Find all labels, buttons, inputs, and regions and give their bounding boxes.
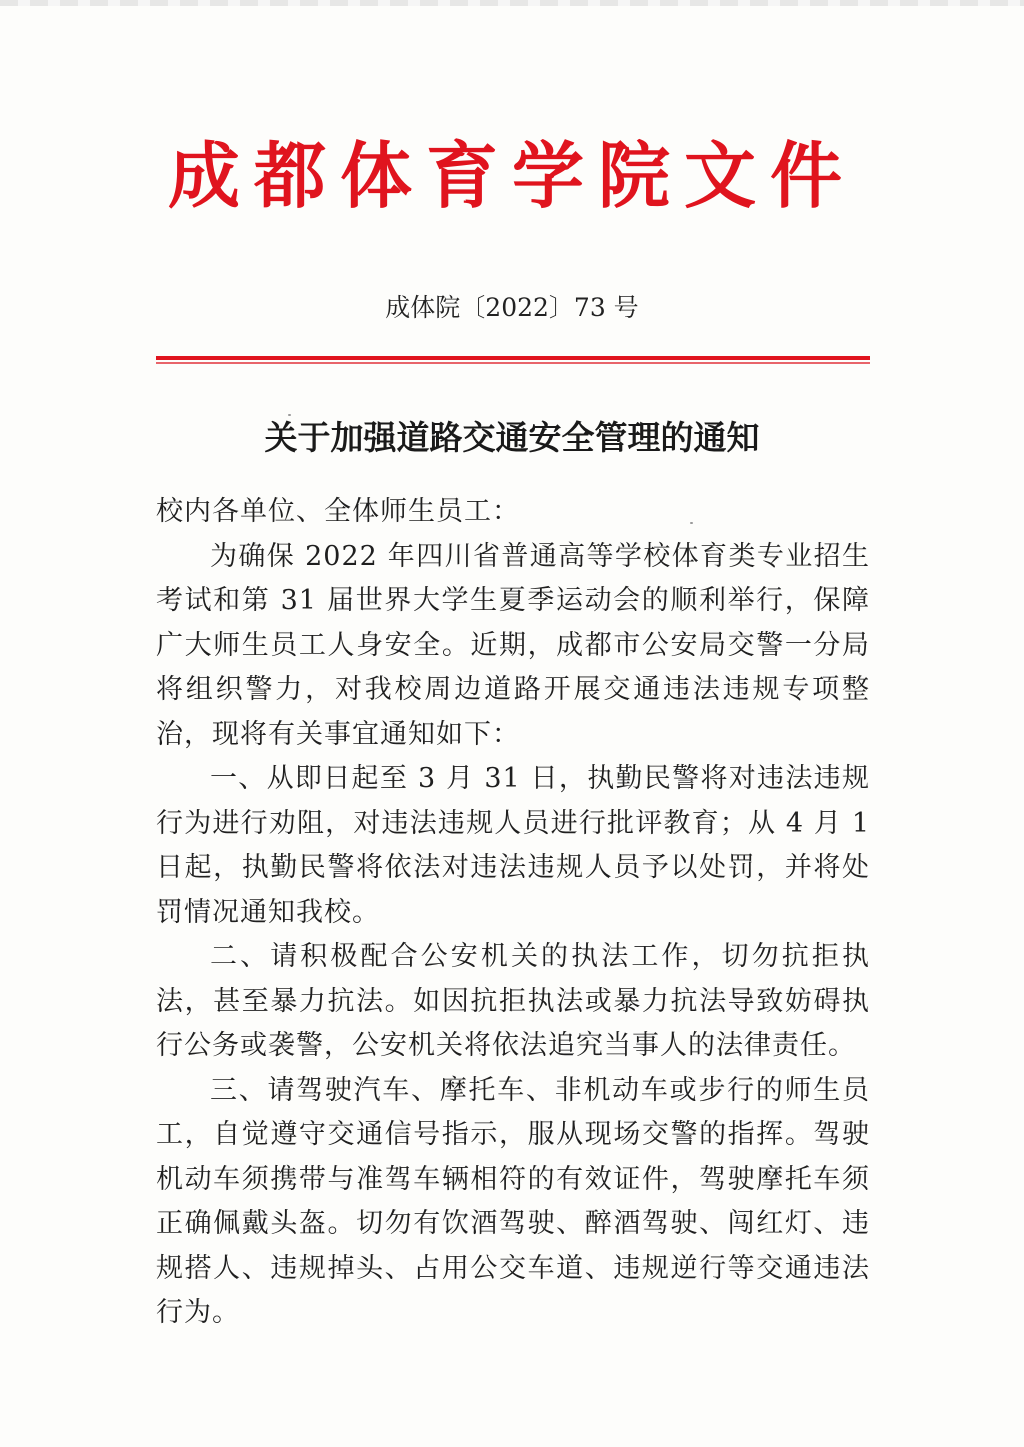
paragraph-intro: 为确保 2022 年四川省普通高等学校体育类专业招生考试和第 31 届世界大学生夏季运动会的顺利举行，保障广大师生员工人身安全。近期，成都市公安局交警一分局将组织警力，对我校周边道路开展交通违法违规专项整治，现将有关事宜通知如下：: [156, 540, 870, 750]
salutation: 校内各单位、全体师生员工：: [156, 496, 520, 527]
scan-speck: [690, 522, 693, 524]
paragraph-item-3: 三、请驾驶汽车、摩托车、非机动车或步行的师生员工，自觉遵守交通信号指示，服从现场交警的指挥。驾驶机动车须携带与准驾车辆相符的有效证件，驾驶摩托车须正确佩戴头盔。切勿有饮酒驾驶、醉酒驾驶、闯红灯、违规搭人、违规掉头、占用公交车道、违规逆行等交通违法行为。: [156, 1074, 870, 1328]
document-header-title: 成都体育学院文件: [167, 133, 856, 218]
scan-speck: [288, 414, 291, 416]
notice-body: [156, 490, 870, 1336]
notice-title: 关于加强道路交通安全管理的通知: [264, 418, 760, 457]
paragraph-item-2: 二、请积极配合公安机关的执法工作，切勿抗拒执法，甚至暴力抗法。如因抗拒执法或暴力抗法导致妨碍执行公务或袭警，公安机关将依法追究当事人的法律责任。: [156, 941, 870, 1061]
red-separator-line: [156, 356, 870, 360]
paragraph-item-1: 一、从即日起至 3 月 31 日，执勤民警将对违法违规行为进行劝阻，对违法违规人员进行批评教育；从 4 月 1 日起，执勤民警将依法对违法违规人员予以处罚，并将处罚情况通知我校。: [156, 763, 870, 928]
red-separator-line-thin: [156, 362, 870, 364]
scan-edge-artifact: [0, 0, 1024, 6]
document-number: 成体院〔2022〕73 号: [385, 293, 639, 322]
